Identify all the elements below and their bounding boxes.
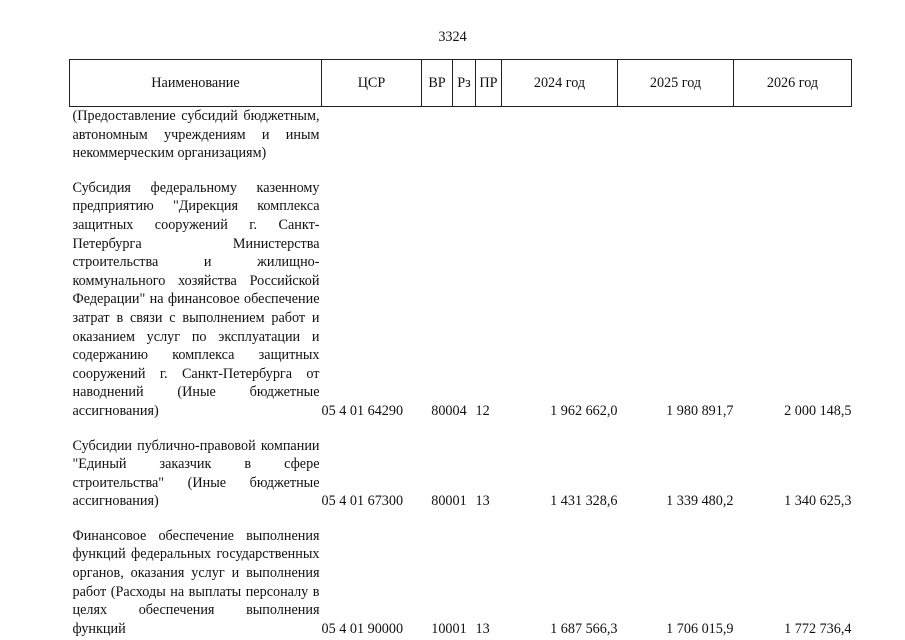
row-spacer [70,163,852,179]
row-2025 [618,107,734,163]
row-pr: 13 [475,493,490,510]
row-2025: 1 339 480,2 [666,493,734,510]
row-rz [453,107,476,163]
row-rz: 01 [452,620,467,637]
table-row [70,107,852,163]
row-vr [422,107,453,163]
row-name: (Предоставление субсидий бюджетным, автономным учреждениям и иным некоммерческим организациям) [72,108,320,162]
row-pr [476,107,502,163]
row-2024: 1 431 328,6 [550,493,618,510]
page-number: 3324 [438,29,467,45]
header-name: Наименование [70,60,322,107]
header-csr: ЦСР [322,60,422,107]
row-2026: 2 000 148,5 [784,402,852,419]
row-rz: 01 [452,493,467,510]
row-2026: 1 340 625,3 [784,493,852,510]
row-name: Финансовое обеспечение выполнения функций федеральных государственных органов, оказания услуг и выполнения работ (Расходы на выплаты персоналу в целях обеспечения выполнения функций [72,527,320,637]
row-2024: 1 962 662,0 [550,402,618,419]
header-2026: 2026 год [734,60,852,107]
row-2026 [734,107,852,163]
row-pr: 13 [475,620,490,637]
row-vr: 800 [431,402,453,419]
row-csr: 05 4 01 90000 [321,620,404,637]
header-pr: ПР [476,60,502,107]
row-2024: 1 687 566,3 [550,620,618,637]
row-2025: 1 706 015,9 [666,620,734,637]
row-vr: 800 [431,493,453,510]
header-2024: 2024 год [502,60,618,107]
row-rz: 04 [452,402,467,419]
row-pr: 12 [475,402,490,419]
row-2026: 1 772 736,4 [784,620,852,637]
row-csr: 05 4 01 64290 [321,402,404,419]
table-row [70,179,852,421]
row-name: Субсидии публично-правовой компании "Единый заказчик в сфере строительства" (Иные бюджетные ассигнования) [72,437,320,510]
row-spacer [70,421,852,437]
row-csr [322,107,422,163]
row-2025: 1 980 891,7 [666,402,734,419]
row-name: Субсидия федеральному казенному предприятию "Дирекция комплекса защитных сооружений г. Санкт-Петербурга Министерства строительства и жилищно-коммунального хозяйства Российской Федерации" на финансовое обеспечение затрат в связи с выполнением работ и оказанием услуг по эксплуатации и содержанию комплекса защитных сооружений г. Санкт-Петербурга от наводнений (Иные бюджетные ассигнования) [72,179,320,419]
row-csr: 05 4 01 67300 [321,493,404,510]
row-vr: 100 [431,620,453,637]
table-row [70,437,852,511]
header-rz: Рз [453,60,476,107]
table-header-row [70,60,852,107]
header-vr: ВР [422,60,453,107]
header-2025: 2025 год [618,60,734,107]
row-2024 [502,107,618,163]
table-row [70,527,852,639]
budget-table [69,59,852,638]
row-spacer [70,511,852,527]
